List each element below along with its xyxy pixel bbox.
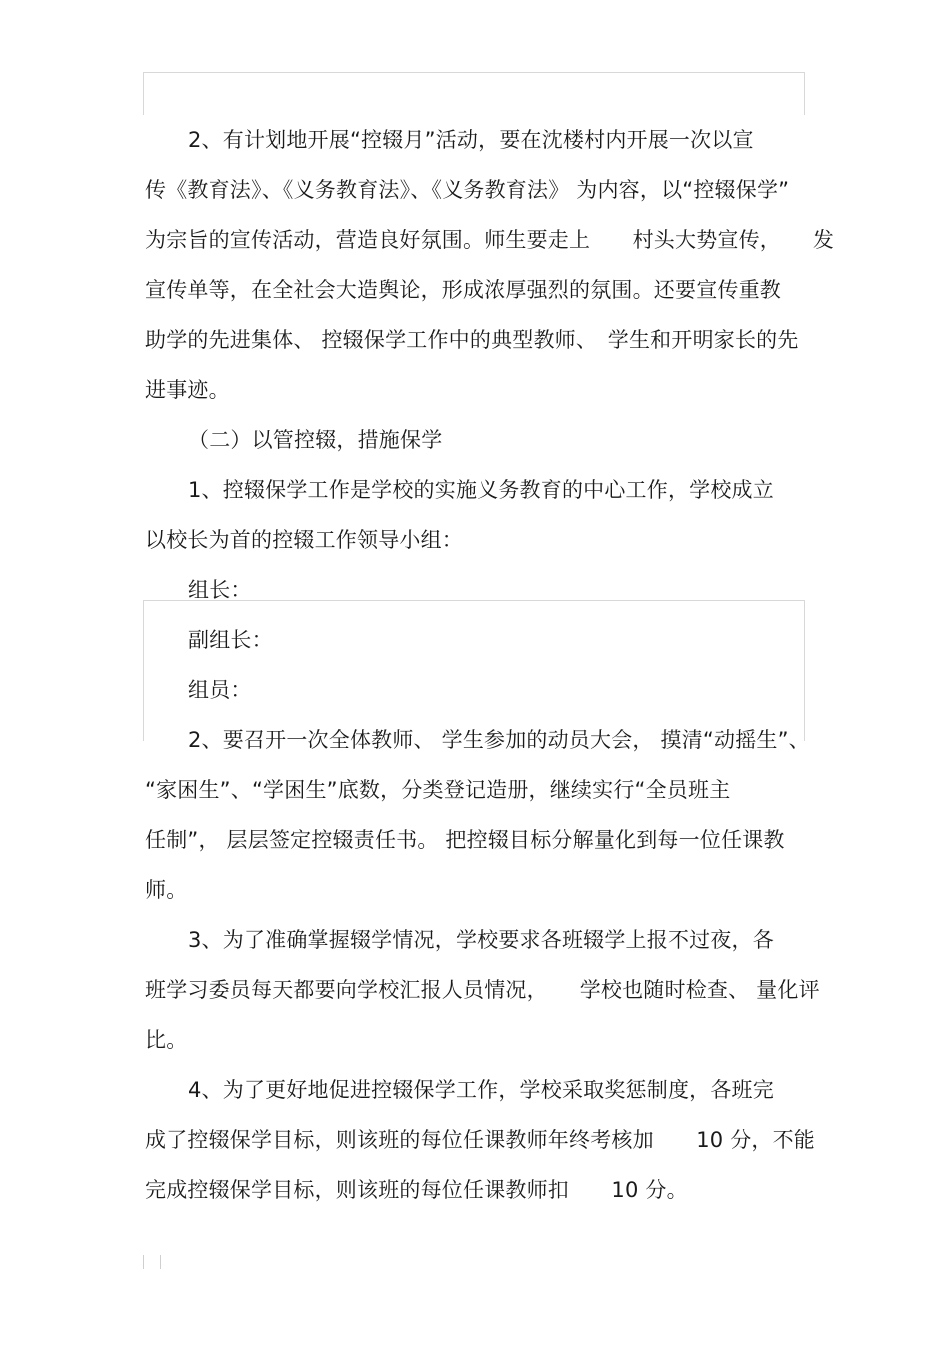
paragraph-line: 传《教育法》、《义务教育法》、《义务教育法》 为内容，以“控辍保学” [145, 178, 790, 202]
page-frame-top [143, 72, 805, 115]
section-heading: （二）以管控辍，措施保学 [188, 428, 443, 452]
page-tick-right [160, 1255, 161, 1269]
paragraph-line: 3、为了准确掌握辍学情况，学校要求各班辍学上报不过夜，各 [188, 928, 774, 952]
paragraph-line: 2、有计划地开展“控辍月”活动，要在沈楼村内开展一次以宣 [188, 128, 754, 152]
paragraph-line: 完成控辍保学目标，则该班的每位任课教师扣 10 分。 [145, 1178, 688, 1202]
paragraph-line: 师。 [145, 878, 188, 902]
paragraph-line: 成了控辍保学目标，则该班的每位任课教师年终考核加 10 分，不能 [145, 1128, 815, 1152]
paragraph-line: 以校长为首的控辍工作领导小组： [145, 528, 463, 552]
paragraph-line: 任制”， 层层签定控辍责任书。 把控辍目标分解量化到每一位任课教 [145, 828, 785, 852]
member-label: 组员： [188, 678, 252, 702]
paragraph-line: 班学习委员每天都要向学校汇报人员情况， 学校也随时检查、 量化评 [145, 978, 820, 1002]
paragraph-line: 进事迹。 [145, 378, 230, 402]
paragraph-line: 助学的先进集体、 控辍保学工作中的典型教师、 学生和开明家长的先 [145, 328, 799, 352]
paragraph-line: 比。 [145, 1028, 188, 1052]
page-frame-middle [143, 600, 805, 741]
paragraph-line: 2、要召开一次全体教师、 学生参加的动员大会， 摸清“动摇生”、 [188, 728, 810, 752]
deputy-leader-label: 副组长： [188, 628, 273, 652]
page-tick-left [143, 1255, 144, 1269]
paragraph-line: 为宗旨的宣传活动，营造良好氛围。师生要走上 村头大势宣传， 发 [145, 228, 835, 252]
paragraph-line: 宣传单等，在全社会大造舆论，形成浓厚强烈的氛围。还要宣传重教 [145, 278, 781, 302]
paragraph-line: “家困生”、“学困生”底数，分类登记造册，继续实行“全员班主 [145, 778, 731, 802]
paragraph-line: 1、控辍保学工作是学校的实施义务教育的中心工作，学校成立 [188, 478, 774, 502]
group-leader-label: 组长： [188, 578, 252, 602]
paragraph-line: 4、为了更好地促进控辍保学工作，学校采取奖惩制度，各班完 [188, 1078, 774, 1102]
